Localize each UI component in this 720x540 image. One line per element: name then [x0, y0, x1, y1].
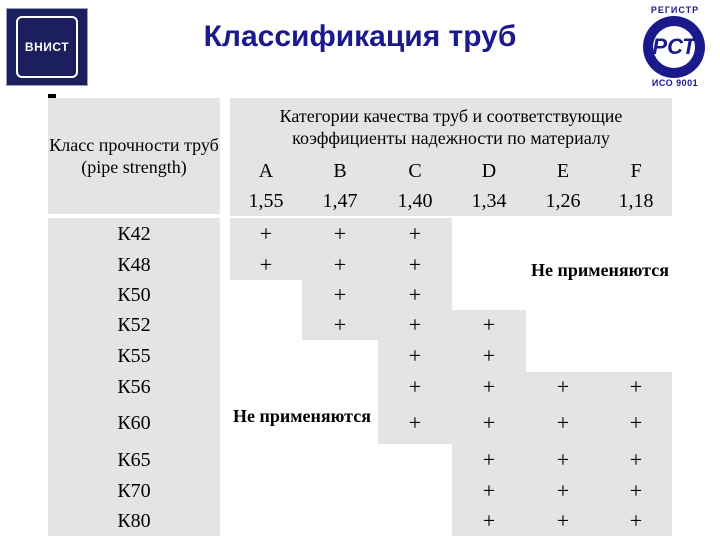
rst-logo-bottom-text: ИСО 9001: [651, 78, 699, 88]
row-label: К50: [48, 280, 220, 310]
plus-cell: +: [526, 444, 600, 476]
plus-cell: +: [452, 402, 526, 444]
plus-cell: +: [302, 250, 378, 280]
plus-cell: +: [378, 250, 452, 280]
plus-cell: +: [378, 340, 452, 372]
not-applicable-note-upper: Не применяются: [531, 259, 669, 280]
category-f: F: [600, 156, 672, 186]
coefficient-f: 1,18: [600, 186, 672, 216]
vnist-logo: [6, 8, 88, 86]
coefficient-e: 1,26: [526, 186, 600, 216]
plus-cell: +: [452, 372, 526, 402]
row-header: Класс прочности труб (pipe strength): [48, 98, 220, 214]
vnist-logo-text: ВНИСТ: [24, 40, 70, 54]
page-title: Классификация труб: [203, 20, 517, 53]
row-label: К52: [48, 310, 220, 340]
category-b: B: [302, 156, 378, 186]
plus-cell: +: [526, 476, 600, 506]
plus-cell: +: [452, 476, 526, 506]
plus-cell: +: [302, 310, 378, 340]
plus-cell: +: [378, 402, 452, 444]
plus-cell: +: [600, 506, 672, 536]
row-label: К65: [48, 444, 220, 476]
plus-cell: +: [378, 280, 452, 310]
row-label: К70: [48, 476, 220, 506]
plus-cell: +: [600, 444, 672, 476]
not-applicable-note-lower: Не применяются: [233, 405, 371, 426]
row-label: К60: [48, 402, 220, 444]
plus-cell: +: [452, 310, 526, 340]
rst-logo: [634, 6, 716, 88]
row-label: К42: [48, 218, 220, 250]
plus-cell: +: [600, 402, 672, 444]
row-label: К48: [48, 250, 220, 280]
plus-cell: +: [600, 372, 672, 402]
coefficient-c: 1,40: [378, 186, 452, 216]
plus-cell: +: [302, 218, 378, 250]
category-e: E: [526, 156, 600, 186]
rst-logo-center: [653, 26, 695, 68]
plus-cell: +: [600, 476, 672, 506]
plus-cell: +: [378, 310, 452, 340]
plus-cell: +: [230, 218, 302, 250]
plus-cell: +: [378, 218, 452, 250]
plus-cell: +: [302, 280, 378, 310]
plus-cell: +: [526, 506, 600, 536]
rst-logo-mark: РСТ: [652, 34, 696, 59]
category-a: A: [230, 156, 302, 186]
coefficient-d: 1,34: [452, 186, 526, 216]
row-label: К55: [48, 340, 220, 372]
category-d: D: [452, 156, 526, 186]
plus-cell: +: [452, 444, 526, 476]
rst-logo-top-text: РЕГИСТР: [650, 5, 700, 15]
plus-cell: +: [526, 402, 600, 444]
category-c: C: [378, 156, 452, 186]
plus-cell: +: [526, 372, 600, 402]
coefficient-a: 1,55: [230, 186, 302, 216]
plus-cell: +: [452, 506, 526, 536]
plus-cell: +: [378, 372, 452, 402]
coefficient-b: 1,47: [302, 186, 378, 216]
row-label: К56: [48, 372, 220, 402]
plus-cell: +: [452, 340, 526, 372]
row-label: К80: [48, 506, 220, 536]
vnist-logo-frame: [16, 16, 78, 78]
plus-cell: +: [230, 250, 302, 280]
categories-header: Категории качества труб и соответствующие коэффициенты надежности по материалу: [230, 98, 672, 156]
